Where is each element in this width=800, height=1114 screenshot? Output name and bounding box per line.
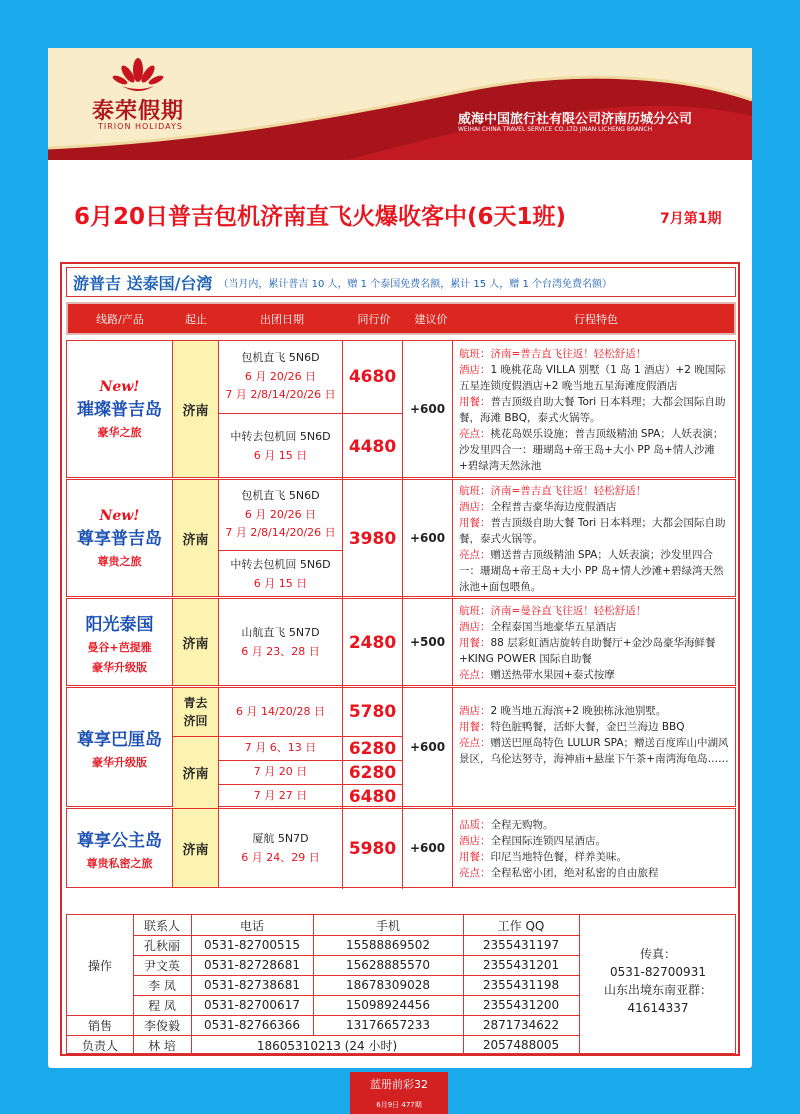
brochure-sheet (48, 48, 752, 1068)
feature-line (459, 603, 646, 619)
feature-text: 全程普吉豪华海边度假酒店 (490, 501, 617, 513)
contact-qq: 2871734622 (482, 1018, 560, 1032)
feature-text: 普吉顶级自助大餐 Tori 日本料理；大都会国际自助餐，海滩 BBQ，泰式火锅等。 (459, 396, 726, 424)
contact-name: 尹文英 (143, 958, 180, 973)
feature-text: 普吉顶级自助大餐 Tori 日本料理；大都会国际自助餐，泰式火锅等。 (459, 517, 726, 545)
price-cell: 5780 (343, 688, 403, 736)
contact-tel: 0531-82728681 (204, 958, 300, 972)
departure-cell (219, 413, 343, 479)
date-text: 6 月 24、29 日 (241, 851, 320, 864)
col-price: 同行价 (357, 312, 391, 326)
product-tag: 豪华升级版 (92, 755, 147, 769)
date-cell: 7 月 27 日 (219, 784, 343, 808)
issue-date: 6月9日 477期 (376, 1101, 422, 1109)
brand-name: 泰荣假期 (92, 98, 185, 124)
contact-mobile: 15628885570 (346, 958, 430, 972)
feature-label: 亮点： (459, 737, 491, 749)
col-suggest: 建议价 (414, 312, 448, 326)
features-cell (459, 690, 733, 780)
route-cell: 济南 (173, 480, 219, 596)
price-cell: 6280 (343, 736, 403, 760)
fax-info (579, 945, 737, 1017)
feature-text: 88 层彩虹酒店旋转自助餐厅+金沙岛豪华海鲜餐+KING POWER 国际自助餐 (459, 637, 716, 665)
feature-text: 特色脏鸭餐，活虾大餐，金巴兰海边 BBQ (490, 721, 685, 733)
product-row (66, 808, 736, 888)
feature-label: 用餐： (459, 721, 491, 733)
contact-tel: 18605310213 (24 小时) (256, 1038, 398, 1053)
col-route: 起止 (185, 312, 207, 326)
product-tag: 尊贵之旅 (97, 554, 142, 568)
product-cell (67, 809, 173, 887)
departure-cell (219, 599, 343, 687)
product-name: 璀璨普吉岛 (77, 399, 162, 420)
feature-line (459, 635, 733, 667)
feature-text: 济南=普吉直飞往返！轻松舒适！ (490, 348, 647, 360)
feature-line (459, 483, 646, 499)
fax-label: 传真： (639, 947, 676, 961)
contact-group: 销售 (87, 1018, 112, 1033)
feature-label: 品质： (459, 819, 491, 831)
feature-line (459, 667, 615, 683)
contact-header: 联系人 (143, 918, 180, 933)
product-name: 阳光泰国 (85, 614, 154, 635)
date-text: 6 月 23、28 日 (241, 645, 320, 658)
feature-label: 用餐： (459, 396, 491, 408)
date-text: 6 月 15 日 (253, 448, 308, 462)
date-cell: 7 月 6、13 日 (219, 736, 343, 760)
feature-label: 酒店： (459, 621, 491, 633)
contact-name: 李俊毅 (143, 1018, 180, 1033)
new-badge: New! (99, 507, 140, 524)
qq-group-id: 41614337 (627, 1001, 689, 1015)
price-cell: 6480 (343, 784, 403, 808)
feature-label: 亮点： (459, 669, 491, 681)
date-text: 7 月 2/8/14/20/26 日 (225, 526, 336, 540)
contact-qq: 2355431197 (482, 938, 560, 952)
feature-line (459, 394, 733, 426)
feature-text: 2 晚当地五海滨+2 晚独栋泳池别墅。 (490, 705, 667, 717)
feature-text: 全程私密小团，绝对私密的自由旅程 (490, 867, 659, 879)
date-cell: 6 月 14/20/28 日 (219, 688, 343, 736)
feature-line (459, 346, 646, 362)
contact-tel: 0531-82700515 (204, 938, 300, 952)
flight-type: 厦航 5N7D (252, 832, 309, 846)
feature-line (459, 619, 617, 635)
flight-type: 山航直飞 5N7D (241, 626, 320, 640)
route-cell: 济南 (173, 341, 219, 477)
date-text: 6 月 20/26 日 (244, 369, 317, 383)
suggest-cell: +500 (403, 599, 453, 685)
product-name: 尊享公主岛 (77, 830, 162, 851)
contact-mobile: 15588869502 (346, 938, 430, 952)
route-cell: 青去济回 (173, 688, 219, 736)
feature-line (459, 833, 606, 849)
route-cell: 济南 (173, 599, 219, 685)
route-cell: 济南 (173, 809, 219, 887)
product-row (66, 598, 736, 686)
feature-line (459, 865, 659, 881)
flight-type: 中转去包机回 5N6D (230, 429, 331, 443)
feature-text: 赠送热带水果园+泰式按摩 (490, 669, 615, 681)
feature-label: 酒店： (459, 705, 491, 717)
page-footer (350, 1072, 448, 1114)
contact-qq: 2355431198 (482, 978, 560, 992)
brand-name-en: TIRION HOLIDAYS (98, 122, 183, 131)
features-cell (459, 601, 733, 685)
date-cell: 7 月 20 日 (219, 760, 343, 784)
contact-name: 程 凤 (148, 998, 176, 1013)
contact-group: 操作 (87, 958, 112, 973)
feature-text: 全程国际连锁四星酒店。 (490, 835, 606, 847)
suggest-cell: +600 (403, 809, 453, 887)
price-cell: 5980 (343, 809, 403, 889)
date-text: 6 月 15 日 (253, 576, 308, 590)
flight-type: 包机直飞 5N6D (241, 350, 320, 364)
feature-text: 赠送巴厘岛特色 LULUR SPA；赠送百度库山中湖风景区，乌伦达努寺，海神庙+悬崖下午茶+南湾海龟岛…… (459, 737, 729, 765)
feature-line (459, 817, 554, 833)
departure-cell (219, 480, 343, 550)
promo-title: 游普吉 送泰国/台湾 (73, 273, 213, 293)
contact-qq: 2355431201 (482, 958, 560, 972)
feature-text: 济南=普吉直飞往返！轻松舒适！ (490, 485, 647, 497)
feature-line (459, 499, 617, 515)
date-text: 6 月 20/26 日 (244, 507, 317, 521)
contact-qq: 2355431200 (482, 998, 560, 1012)
feature-label: 用餐： (459, 517, 491, 529)
feature-text: 印尼当地特色餐，样养美味。 (490, 851, 627, 863)
feature-line (459, 849, 627, 865)
new-badge: New! (99, 378, 140, 395)
features-cell (459, 482, 733, 596)
product-name: 尊享普吉岛 (77, 528, 162, 549)
feature-label: 用餐： (459, 637, 491, 649)
price-cell: 4680 (343, 341, 403, 413)
suggest-cell: +600 (403, 341, 453, 477)
contact-mobile: 13176657233 (346, 1018, 430, 1032)
price-cell: 2480 (343, 599, 403, 687)
features-cell (459, 813, 733, 885)
feature-text: 1 晚桃花岛 VILLA 别墅（1 岛 1 酒店）+2 晚国际五星连锁度假酒店+2 晚当地五星海滩度假酒店 (459, 364, 726, 392)
product-row (66, 687, 736, 807)
feature-label: 航班： (459, 605, 491, 617)
flight-type: 中转去包机回 5N6D (230, 557, 331, 571)
feature-label: 航班： (459, 485, 491, 497)
agency-name: 威海中国旅行社有限公司济南历城分公司 (458, 112, 693, 127)
contacts-table (66, 914, 736, 1054)
table-header (66, 302, 736, 335)
col-dates: 出团日期 (260, 312, 304, 326)
lotus-logo-icon (108, 52, 168, 96)
feature-label: 酒店： (459, 364, 491, 376)
feature-label: 亮点： (459, 428, 491, 440)
col-features: 行程特色 (574, 312, 618, 326)
departure-cell (219, 341, 343, 413)
product-cell (67, 341, 173, 477)
feature-label: 航班： (459, 348, 491, 360)
feature-line (459, 703, 666, 719)
contact-tel: 0531-82738681 (204, 978, 300, 992)
product-name: 尊享巴厘岛 (77, 729, 162, 750)
feature-line (459, 547, 733, 595)
features-cell (459, 343, 733, 477)
feature-label: 酒店： (459, 835, 491, 847)
contact-tel: 0531-82700617 (204, 998, 300, 1012)
contact-tel: 0531-82766366 (204, 1018, 300, 1032)
product-cell (67, 599, 173, 685)
suggest-cell: +600 (403, 480, 453, 596)
price-cell: 4480 (343, 413, 403, 479)
feature-line (459, 426, 733, 474)
contact-header: 手机 (375, 918, 400, 933)
product-row (66, 340, 736, 478)
feature-label: 亮点： (459, 549, 491, 561)
product-tag: 曼谷+芭提雅 (87, 640, 152, 654)
feature-text: 全程无购物。 (490, 819, 554, 831)
route-cell: 济南 (173, 736, 219, 808)
header-banner (48, 48, 752, 160)
contact-group: 负责人 (81, 1038, 118, 1053)
flight-type: 包机直飞 5N6D (241, 488, 320, 502)
product-cell (67, 688, 173, 806)
feature-label: 用餐： (459, 851, 491, 863)
contact-mobile: 15098924456 (346, 998, 430, 1012)
contact-header: 工作 QQ (497, 918, 545, 933)
feature-text: 赠送普吉顶级精油 SPA；人妖表演；沙发里四合一：珊瑚岛+帝王岛+大小 PP 岛+情人沙滩+碧绿湾天然泳池+面包喂鱼。 (459, 549, 724, 593)
agency-name-en: WEIHAI CHINA TRAVEL SERVICE CO.,LTD JINAN LICHENG BRANCH (458, 126, 653, 133)
contact-name: 孔秋丽 (143, 938, 180, 953)
issue-label: 7月第1期 (660, 211, 722, 227)
feature-line (459, 735, 733, 767)
departure-cell (219, 550, 343, 598)
feature-line (459, 362, 733, 394)
promo-banner (66, 267, 736, 297)
contact-name: 李 凤 (148, 978, 176, 993)
qq-group-label: 山东出境东南亚群： (603, 983, 712, 997)
feature-label: 亮点： (459, 867, 491, 879)
product-tag: 豪华之旅 (97, 425, 142, 439)
price-cell: 3980 (343, 480, 403, 598)
feature-line (459, 719, 685, 735)
page-label: 蓝册前彩32 (370, 1078, 428, 1091)
feature-label: 酒店： (459, 501, 491, 513)
product-cell (67, 480, 173, 596)
contact-qq: 2057488005 (482, 1038, 560, 1052)
feature-text: 桃花岛娱乐设施；普吉顶级精油 SPA；人妖表演；沙发里四合一：珊瑚岛+帝王岛+大小 PP 岛+情人沙滩+碧绿湾天然泳池 (459, 428, 724, 472)
date-text: 7 月 2/8/14/20/26 日 (225, 388, 336, 402)
product-tag: 豪华升级版 (92, 660, 147, 674)
col-product: 线路/产品 (96, 312, 144, 326)
product-tag: 尊贵私密之旅 (86, 856, 153, 870)
feature-line (459, 515, 733, 547)
contact-mobile: 18678309028 (346, 978, 430, 992)
price-cell: 6280 (343, 760, 403, 784)
product-table-frame (60, 262, 740, 1056)
suggest-cell: +600 (403, 688, 453, 806)
contact-header: 电话 (239, 918, 264, 933)
page-title: 6月20日普吉包机济南直飞火爆收客中(6天1班) (74, 204, 567, 230)
contact-name: 林 培 (148, 1038, 176, 1053)
feature-text: 济南=曼谷直飞往返！轻松舒适！ (490, 605, 647, 617)
departure-cell (219, 809, 343, 889)
fax-number: 0531-82700931 (610, 965, 706, 979)
promo-note: （当月内，累计普吉 10 人，赠 1 个泰国免费名额，累计 15 人，赠 1 个台湾免费名额） (218, 278, 613, 290)
feature-text: 全程泰国当地豪华五星酒店 (490, 621, 617, 633)
product-row (66, 479, 736, 597)
